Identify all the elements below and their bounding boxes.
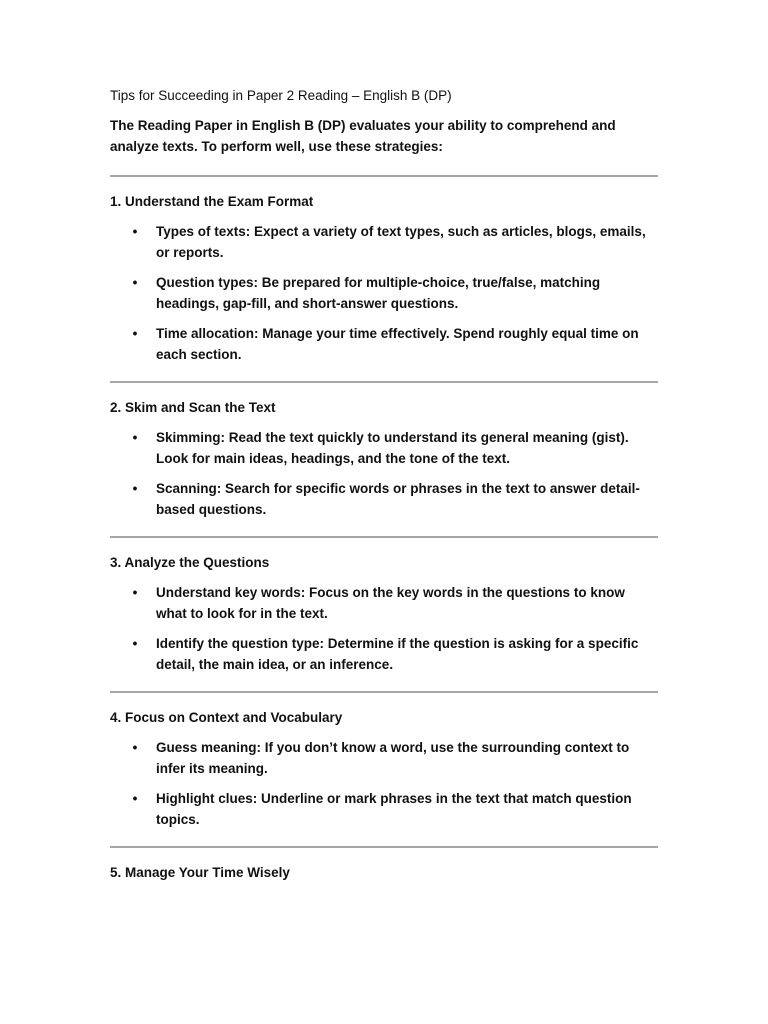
section-context-vocabulary <box>110 693 658 846</box>
list-item <box>110 272 658 314</box>
list-item <box>110 633 658 675</box>
list-item <box>110 427 658 469</box>
list-item-text: Question types: Be prepared for multiple-choice, true/false, matching headings, gap-fill, and short-answer questions. <box>156 275 601 311</box>
section-analyze-questions <box>110 538 658 691</box>
list-item-text: Guess meaning: If you don’t know a word, use the surrounding context to infer its meaning. <box>156 740 630 776</box>
section-heading: 4. Focus on Context and Vocabulary <box>110 710 343 725</box>
list-item <box>110 478 658 520</box>
list-item <box>110 582 658 624</box>
list-item-text: Identify the question type: Determine if the question is asking for a specific detail, the main idea, or an inference. <box>156 636 639 672</box>
list-item <box>110 221 658 263</box>
list-item <box>110 737 658 779</box>
bullet-icon: • <box>132 430 138 445</box>
list-item <box>110 788 658 830</box>
bullet-icon: • <box>132 326 138 341</box>
bullet-list <box>110 737 658 830</box>
intro-paragraph: The Reading Paper in English B (DP) evaluates your ability to comprehend and analyze texts. To perform well, use these strategies: <box>110 118 616 154</box>
section-heading: 5. Manage Your Time Wisely <box>110 865 290 880</box>
section-heading: 2. Skim and Scan the Text <box>110 400 276 415</box>
list-item-text: Time allocation: Manage your time effectively. Spend roughly equal time on each section. <box>156 326 639 362</box>
list-item-text: Highlight clues: Underline or mark phrases in the text that match question topics. <box>156 791 632 827</box>
bullet-icon: • <box>132 275 138 290</box>
list-item <box>110 323 658 365</box>
bullet-icon: • <box>132 791 138 806</box>
list-item-text: Skimming: Read the text quickly to understand its general meaning (gist). Look for main ideas, headings, and the tone of the text. <box>156 430 629 466</box>
list-item-text: Understand key words: Focus on the key words in the questions to know what to look for in the text. <box>156 585 625 621</box>
bullet-list <box>110 582 658 675</box>
bullet-icon: • <box>132 636 138 651</box>
document-title: Tips for Succeeding in Paper 2 Reading – English B (DP) <box>110 88 452 103</box>
section-skim-scan <box>110 383 658 536</box>
bullet-list <box>110 221 658 365</box>
bullet-icon: • <box>132 740 138 755</box>
section-manage-time <box>110 848 658 883</box>
bullet-icon: • <box>132 224 138 239</box>
section-exam-format <box>110 177 658 381</box>
bullet-list <box>110 427 658 520</box>
list-item-text: Scanning: Search for specific words or phrases in the text to answer detail-based questions. <box>156 481 640 517</box>
bullet-icon: • <box>132 481 138 496</box>
section-heading: 3. Analyze the Questions <box>110 555 270 570</box>
bullet-icon: • <box>132 585 138 600</box>
section-heading: 1. Understand the Exam Format <box>110 194 314 209</box>
list-item-text: Types of texts: Expect a variety of text types, such as articles, blogs, emails, or reports. <box>156 224 646 260</box>
document-page <box>110 86 658 883</box>
